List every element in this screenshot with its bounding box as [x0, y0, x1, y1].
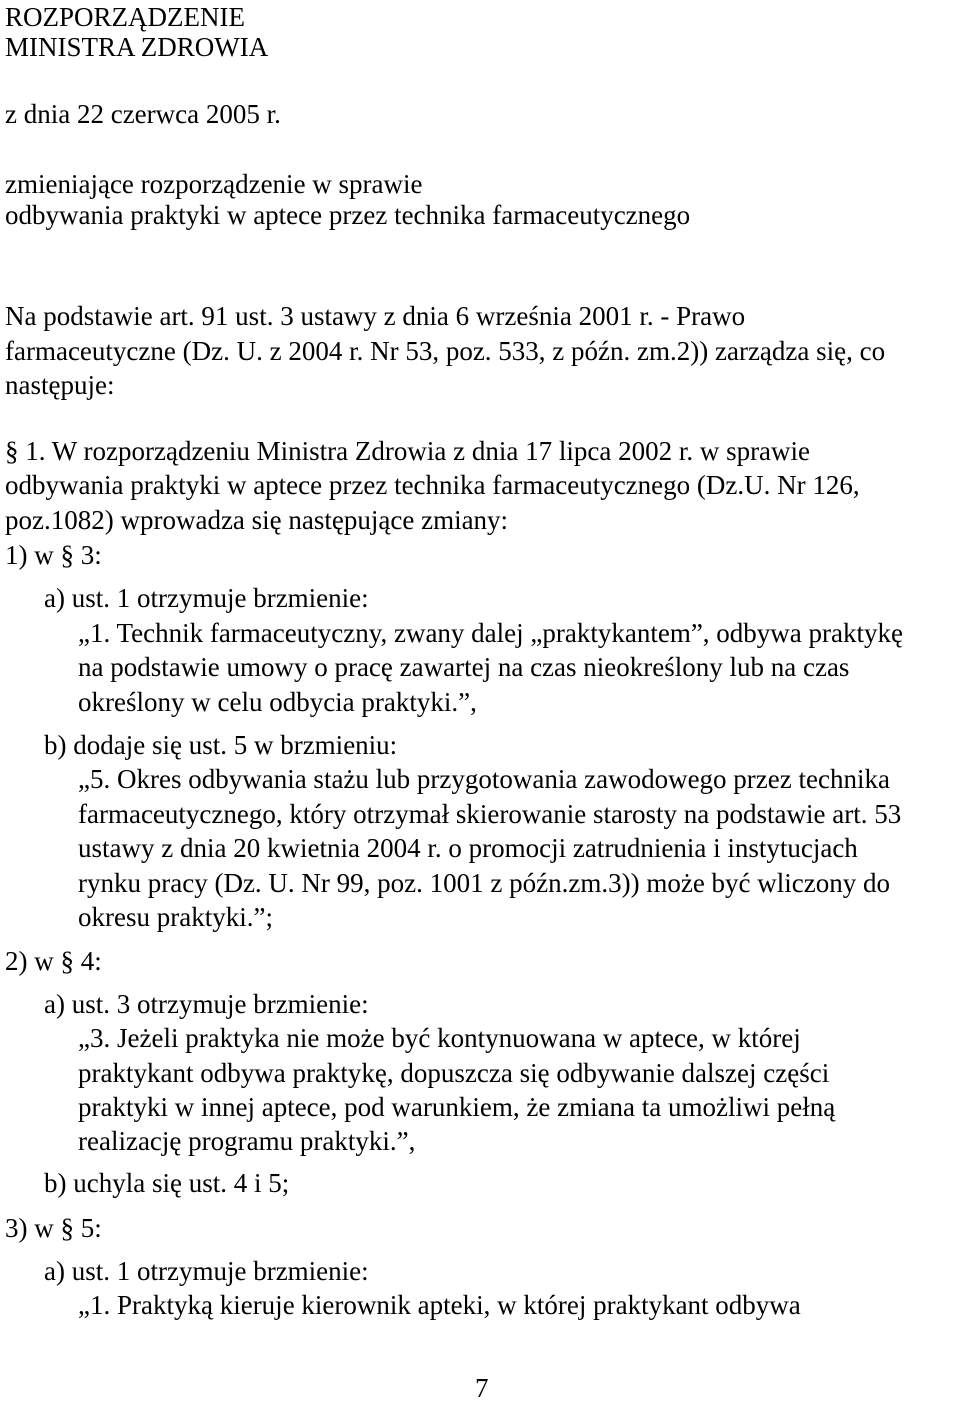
preamble-line: następuje: — [5, 370, 115, 400]
document-title-line1: ROZPORZĄDZENIE — [5, 2, 245, 32]
amendment-3-label: 3) w § 5: — [5, 1213, 102, 1243]
amendment-2b-label: b) uchyla się ust. 4 i 5; — [44, 1168, 290, 1198]
amendment-1b-text: farmaceutycznego, który otrzymał skierowanie starosty na podstawie art. 53 — [78, 799, 902, 829]
amendment-1b-text: ustawy z dnia 20 kwietnia 2004 r. o promocji zatrudnienia i instytucjach — [78, 833, 858, 863]
amendment-2a-text: realizację programu praktyki.”, — [78, 1126, 416, 1156]
amendment-2a-text: „3. Jeżeli praktyka nie może być kontynuowana w aptece, w której — [78, 1023, 801, 1053]
amendment-3a-text: „1. Praktyką kieruje kierownik apteki, w której praktykant odbywa — [78, 1290, 801, 1320]
amendment-1b-text: rynku pracy (Dz. U. Nr 99, poz. 1001 z późn.zm.3)) może być wliczony do — [78, 868, 891, 898]
amendment-1-label: 1) w § 3: — [5, 540, 102, 570]
amendment-1b-text: „5. Okres odbywania stażu lub przygotowania zawodowego przez technika — [78, 764, 890, 794]
preamble-line: Na podstawie art. 91 ust. 3 ustawy z dnia 6 września 2001 r. - Prawo — [5, 301, 746, 331]
section-1-line: odbywania praktyki w aptece przez technika farmaceutycznego (Dz.U. Nr 126, — [5, 470, 860, 500]
amendment-2a-text: praktykant odbywa praktykę, dopuszcza się odbywanie dalszej części — [78, 1058, 830, 1088]
amendment-1a-text: na podstawie umowy o pracę zawartej na czas nieokreślony lub na czas — [78, 652, 850, 682]
amendment-1a-text: określony w celu odbycia praktyki.”, — [78, 687, 477, 717]
amendment-1a-text: „1. Technik farmaceutyczny, zwany dalej „praktykantem”, odbywa praktykę — [78, 618, 904, 648]
page-number: 7 — [475, 1373, 489, 1403]
amendment-1a-label: a) ust. 1 otrzymuje brzmienie: — [44, 583, 369, 613]
amendment-1b-label: b) dodaje się ust. 5 w brzmieniu: — [44, 730, 398, 760]
amendment-2a-label: a) ust. 3 otrzymuje brzmienie: — [44, 989, 369, 1019]
document-date: z dnia 22 czerwca 2005 r. — [5, 99, 281, 129]
document-subject-line2: odbywania praktyki w aptece przez technika farmaceutycznego — [5, 200, 691, 230]
amendment-1b-text: okresu praktyki.”; — [78, 902, 273, 932]
amendment-3a-label: a) ust. 1 otrzymuje brzmienie: — [44, 1256, 369, 1286]
document-subject-line1: zmieniające rozporządzenie w sprawie — [5, 169, 423, 199]
section-1-line: § 1. W rozporządzeniu Ministra Zdrowia z dnia 17 lipca 2002 r. w sprawie — [5, 436, 811, 466]
section-1-line: poz.1082) wprowadza się następujące zmiany: — [5, 505, 509, 535]
amendment-2-label: 2) w § 4: — [5, 946, 102, 976]
document-title-line2: MINISTRA ZDROWIA — [5, 32, 269, 62]
amendment-2a-text: praktyki w innej aptece, pod warunkiem, że zmiana ta umożliwi pełną — [78, 1092, 836, 1122]
preamble-line: farmaceutyczne (Dz. U. z 2004 r. Nr 53, poz. 533, z późn. zm.2)) zarządza się, co — [5, 336, 886, 366]
